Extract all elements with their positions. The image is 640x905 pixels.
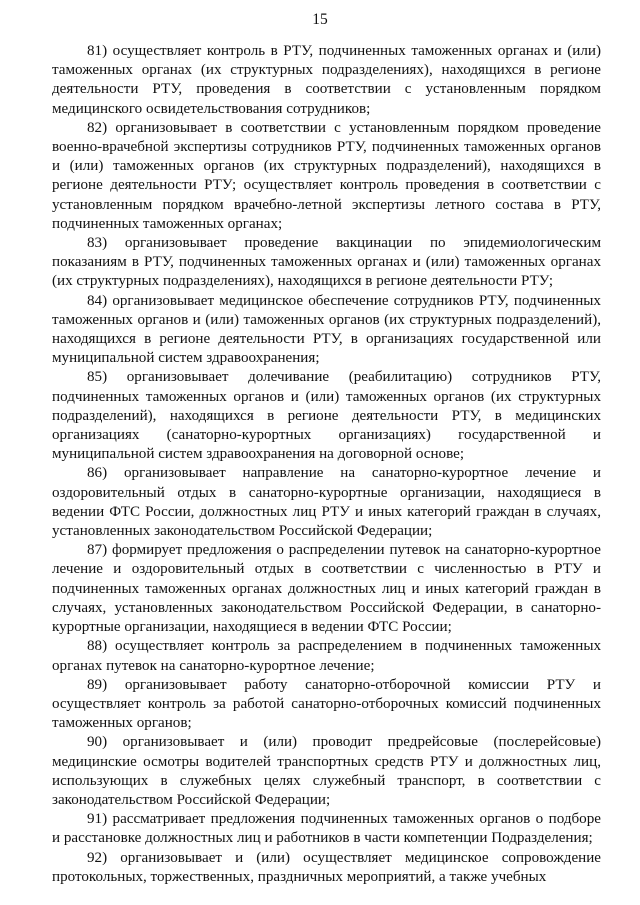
clause-text: организовывает и (или) проводит предрейсовые (послерейсовые) медицинские осмотры водителей транспортных средств РТУ и должностных лиц, использующих в служебных целях служебный транспорт, в соответствии с законодательством Российской Федерации;: [52, 734, 601, 808]
clause-83: [52, 234, 601, 292]
clause-number: 91): [87, 811, 108, 828]
clause-number: 89): [87, 676, 108, 693]
clause-number: 82): [87, 119, 108, 136]
clause-86: [52, 464, 601, 541]
page-number: 15: [312, 11, 328, 28]
clause-91: [52, 810, 601, 848]
clause-number: 90): [87, 734, 108, 751]
clause-text: организовывает работу санаторно-отборочной комиссии РТУ и осуществляет контроль за работой санаторно-отборочных комиссий подчиненных таможенных органов;: [52, 676, 602, 732]
clause-81: [52, 42, 601, 119]
clause-92: [52, 849, 601, 887]
clause-number: 92): [87, 849, 108, 866]
clause-number: 84): [87, 292, 108, 309]
clause-number: 83): [87, 235, 108, 252]
clause-87: [52, 541, 601, 637]
clause-88: [52, 637, 601, 675]
clause-text: организовывает долечивание (реабилитацию) сотрудников РТУ, подчиненных таможенных органов и (или) таможенных органов (их структурных подразделений), находящихся в регионе деятельности РТУ, в медицинских организациях (санаторно-курортных организациях) государственной и муниципальной систем здравоохранения на договорной основе;: [52, 369, 602, 463]
clause-number: 87): [87, 542, 108, 559]
clause-text: организовывает и (или) осуществляет медицинское сопровождение протокольных, торжественных, праздничных мероприятий, а также учебных: [52, 849, 601, 885]
clause-text: рассматривает предложения подчиненных таможенных органов о подборе и расстановке должностных лиц и работников в части компетенции Подразделения;: [52, 811, 601, 847]
clause-84: [52, 292, 601, 369]
clause-85: [52, 368, 601, 464]
clause-text: формирует предложения о распределении путевок на санаторно-курортное лечение и оздоровительный отдых в соответствии с численностью в РТУ и подчиненных таможенных органах должностных лиц и иных категорий граждан в случаях, установленных законодательством Российской Федерации, в санаторно-курортные организации, находящиеся в ведении ФТС России;: [52, 542, 601, 636]
clause-number: 85): [87, 369, 108, 386]
clause-text: организовывает в соответствии с установленным порядком проведение военно-врачебной экспертизы сотрудников РТУ, подчиненных таможенных органов и (или) таможенных органов (их структурных подразделений), находящихся в регионе деятельности РТУ; осуществляет контроль проведения в соответствии с установленным порядком врачебно-летной экспертизы летного состава в РТУ, подчиненных таможенных органах;: [52, 119, 601, 232]
clause-text: организовывает направление на санаторно-курортное лечение и оздоровительный отдых в санаторно-курортные организации, находящиеся в ведении ФТС России, должностных лиц РТУ и иных категорий граждан в случаях, установленных законодательством Российской Федерации;: [52, 465, 601, 540]
clause-82: [52, 119, 601, 234]
document-body: [52, 42, 601, 887]
clause-90: [52, 733, 601, 810]
clause-text: осуществляет контроль в РТУ, подчиненных таможенных органах и (или) таможенных органах (их структурных подразделениях), находящихся в регионе деятельности РТУ, проведения в соответствии с установленным порядком медицинского освидетельствования сотрудников;: [52, 43, 601, 117]
clause-text: организовывает проведение вакцинации по эпидемиологическим показаниям в РТУ, подчиненных таможенных органах и (или) таможенных органах (их структурных подразделениях), находящихся в регионе деятельности РТУ;: [52, 235, 602, 290]
clause-text: осуществляет контроль за распределением в подчиненных таможенных органах путевок на санаторно-курортное лечение;: [52, 638, 602, 674]
clause-text: организовывает медицинское обеспечение сотрудников РТУ, подчиненных таможенных органов и (или) таможенных органов (их структурных подразделений), находящихся в регионе деятельности РТУ, в организациях государственной или муниципальной систем здравоохранения;: [52, 292, 601, 367]
clause-number: 86): [87, 465, 108, 482]
clause-number: 88): [87, 638, 108, 655]
clause-89: [52, 676, 601, 734]
clause-number: 81): [87, 43, 108, 59]
